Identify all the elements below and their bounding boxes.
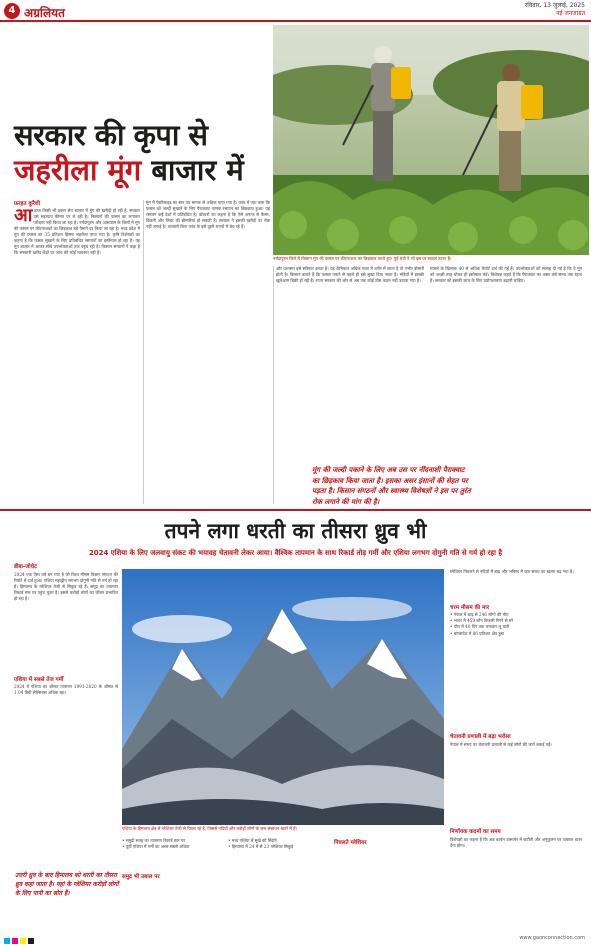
- date-text: रविवार, 13 जुलाई, 2025: [524, 2, 585, 9]
- story2-right-heading1: चरम मौसम की मार: [450, 605, 490, 611]
- list-item: • समुद्री सतह का तापमान रिकार्ड स्तर पर: [122, 838, 222, 844]
- story2-left-col2: [14, 684, 118, 730]
- column-rule: [143, 200, 144, 504]
- footer-url: www.gaonconnection.com: [519, 935, 585, 941]
- section-title: अग्रलियत: [24, 6, 65, 20]
- story2-headline: तपने लगा धरती का तीसरा ध्रुव भी: [164, 519, 427, 543]
- extreme-weather-list: [450, 612, 582, 637]
- story1-col3-text: और प्रशासन इसे स्वीकार करता है। यह केमिकल अधिक मात्रा में शरीर में जाता है तो गंभीर बीमारी होती है। किसान बताते हैं कि फसल पकने से पहले ही इसे सुखा दिया जाता है। मंडियों में इसकी खुलेआम बिक्री हो रही है। राज्य सरकार की ओर से अब तक कोई ठोस कदम नहीं उठाया गया है।: [276, 266, 424, 283]
- story2-byline: डीबा-जोधेट: [14, 564, 37, 570]
- farmers-spraying-photo: [273, 25, 589, 255]
- list-item: • हिमालय में 24 में से 23 ग्लेशियर सिकुड़े: [228, 844, 328, 850]
- list-item: • मध्य एशिया में सूखे की स्थिति: [228, 838, 328, 844]
- headline-black-text: बाजार में: [141, 153, 244, 187]
- mountains-image: [122, 569, 444, 825]
- story2-glacier-heading: पिघलते ग्लेशियर: [334, 840, 367, 846]
- story1-byline: फ़रहत कुरैशी: [14, 201, 41, 207]
- dropcap: आ: [14, 208, 33, 226]
- header-date: [525, 2, 585, 18]
- story2-mid-heading: समुद्र भी उबाल पर: [122, 874, 160, 880]
- list-item: • चीन में 40 दिन तक लगातार लू चली: [450, 624, 582, 630]
- story2-left-text: 2024 एक ऐसा वर्ष बन गया है जो विश्व मौसम विज्ञान संगठन की रिपोर्ट में दर्ज हुआ। एशिया महाद्वीप लगभग दोगुनी गति से गर्म हो रहा है। हिमालय के ग्लेशियर तेजी से सिकुड़ रहे हैं। समुद्र का तापमान रिकार्ड स्तर पर पहुंच चुका है। इससे करोड़ों लोगों का जीवन प्रभावित हो रहा है।: [14, 572, 118, 601]
- story2-pullquote: उत्तरी ध्रुव के बाद हिमालय को धरती का तीसरा ध्रुव कहा जाता है। यहां के ग्लेशियर करोड़ों लोगों के लिए पानी का स्रोत हैं।: [15, 872, 119, 897]
- print-mark-yellow: [20, 938, 26, 944]
- story2-photo-caption: एशिया के हिमालय क्षेत्र में ग्लेशियर तेजी से पिघल रहे हैं, जिससे नदियों और करोड़ों लोगों के जल संसाधन खतरे में हैं।: [122, 826, 298, 831]
- print-mark-magenta: [12, 938, 18, 944]
- story2-right-heading2: चेतावनी प्रणाली में बढ़ा भरोसा: [450, 734, 511, 740]
- story1-col1: [14, 208, 140, 504]
- farmers-spraying-image: [273, 25, 589, 255]
- page-header: [0, 0, 591, 22]
- headline-red-text: जहरीला मूंग: [14, 153, 142, 187]
- story2-left-heading: एशिया में सबसे तेज गर्मी: [14, 677, 64, 683]
- print-mark-black: [28, 938, 34, 944]
- story1-photo-caption: नर्मदापुरम जिले में किसान मूंग की फसल पर कीटनाशक का छिड़काव करते हुए। पूर्व मंत्री ने भी इस पर सवाल उठाए हैं।: [273, 256, 452, 261]
- story2-right-col: [450, 569, 582, 599]
- story1-col3: [276, 266, 424, 460]
- story2-right-text: ग्लेशियर पिघलने से नदियों में बाढ़ और भविष्य में जल संकट का खतरा बढ़ गया है।: [450, 569, 574, 574]
- brand-text: नई जनजाग्रत: [556, 10, 585, 17]
- story2-subheadline: 2024 एशिया के लिए जलवायु संकट की भयावह चेतावनी लेकर आया। वैश्विक तापमान के साथ रिकार्ड तोड़ गर्मी और एशिया लगभग दोगुनी गति से गर्म हो रहा है: [88, 549, 503, 557]
- story1-col1-text: आज किसी भी प्रकार सेत बाजार में मूंग की खरीदी हो रही है, सरकार उसे सहायता कीमत पर ले रही है। किसानों की फसल का लगातार परीक्षण नहीं किया जा रहा है। नर्मदापुरम और आसपास के जिलों में मूंग की फसल पर कीटनाशकों का छिड़काव बड़े पैमाने पर किया जा रहा है। मध्य प्रदेश में मूंग की फसल का 35 प्रतिशत हिस्सा जहरीला पाया गया है। कृषि विशेषज्ञों का कहना है कि फसल सुखाने के लिए प्रतिबंधित रसायनों का इस्तेमाल हो रहा है। यह मूंग बाजार में आकर सीधे उपभोक्ताओं तक पहुंच रही है। किसान संगठनों ने कहा है कि सरकारी खरीद केंद्रों पर जांच की कोई व्यवस्था नहीं है।: [14, 208, 140, 255]
- story2-right-heading3: निर्णायक कदमों का समय: [450, 829, 501, 835]
- section-divider: [0, 509, 591, 511]
- list-item: • नेपाल में बाढ़ से 246 लोगों की मौत: [450, 612, 582, 618]
- himalaya-mountains-photo: [122, 569, 444, 825]
- story2-right-col2: [450, 742, 582, 812]
- story1-headline-line2: [14, 153, 244, 187]
- asia-impact-list: [228, 838, 328, 850]
- list-item: • भारत में 459 लोग बिजली गिरने से मरे: [450, 618, 582, 624]
- story1-headline-line1: सरकार की कृपा से: [14, 118, 208, 152]
- story1-col4-text: मामले के खिलाफ 40 से अधिक रिपोर्ट दर्ज की गई हैं। उपभोक्ताओं को सलाह दी गई है कि वे मूंग को अच्छी तरह धोकर ही इस्तेमाल करें। विशेषज्ञ कहते हैं कि पैराक्वाट का असर लंबे समय तक रहता है। सरकार को इसकी जांच के लिए प्रयोगशालाएं बढ़ानी चाहिए।: [430, 266, 582, 283]
- column-rule: [273, 266, 274, 504]
- print-mark-cyan: [4, 938, 10, 944]
- story1-pullquote: मूंग की जल्दी पकाने के लिए अब उस पर नींदनाशी पैराक्वाट का छिड़काव किया जाता है। इसका असर इंसानों की सेहत पर पड़ता है। किसान संगठनों और स्वास्थ्य विशेषज्ञों ने इस पर तुरंत रोक लगाने की मांग की है।: [312, 466, 471, 506]
- story2-right-text3: विशेषज्ञों का कहना है कि अब कार्बन उत्सर्जन में कटौती और अनुकूलन पर तत्काल ध्यान देना होगा।: [450, 837, 582, 848]
- story2-right-col3: [450, 837, 582, 927]
- story2-right-text2: नेपाल में समय पर चेतावनी प्रणाली से कई लोगों की जानें बचाई गईं।: [450, 742, 552, 747]
- story1-col2: [146, 200, 270, 504]
- page-number: 4: [4, 3, 20, 19]
- story2-left-col: [14, 572, 118, 670]
- list-item: • पूर्वी एशिया में गर्मी का असर सबसे अधिक: [122, 844, 222, 850]
- story2-left-text2: 2024 में एशिया का औसत तापमान 1991-2020 के औसत से 1.04 डिग्री सेल्सियस अधिक रहा।: [14, 684, 118, 695]
- list-item: • बांग्लादेश में 86 प्रतिशत क्षेत्र डूबा: [450, 631, 582, 637]
- story1-col2-text: मूंग में पेस्टीसाइड का स्तर तय मानक से अधिक पाया गया है। जांच में पता चला कि फसल को जल्दी सुखाने के लिए पैराक्वाट नामक रसायन का छिड़काव हुआ। यह रसायन कई देशों में प्रतिबंधित है। डॉक्टरों का कहना है कि ऐसे अनाज से कैंसर, किडनी और लिवर की बीमारियां हो सकती हैं। सरकार ने इसकी खरीदी पर रोक नहीं लगाई है। व्यापारी बिना जांच के इसे दूसरे राज्यों में बेच रहे हैं।: [146, 200, 270, 229]
- sea-temperature-list: [122, 838, 222, 850]
